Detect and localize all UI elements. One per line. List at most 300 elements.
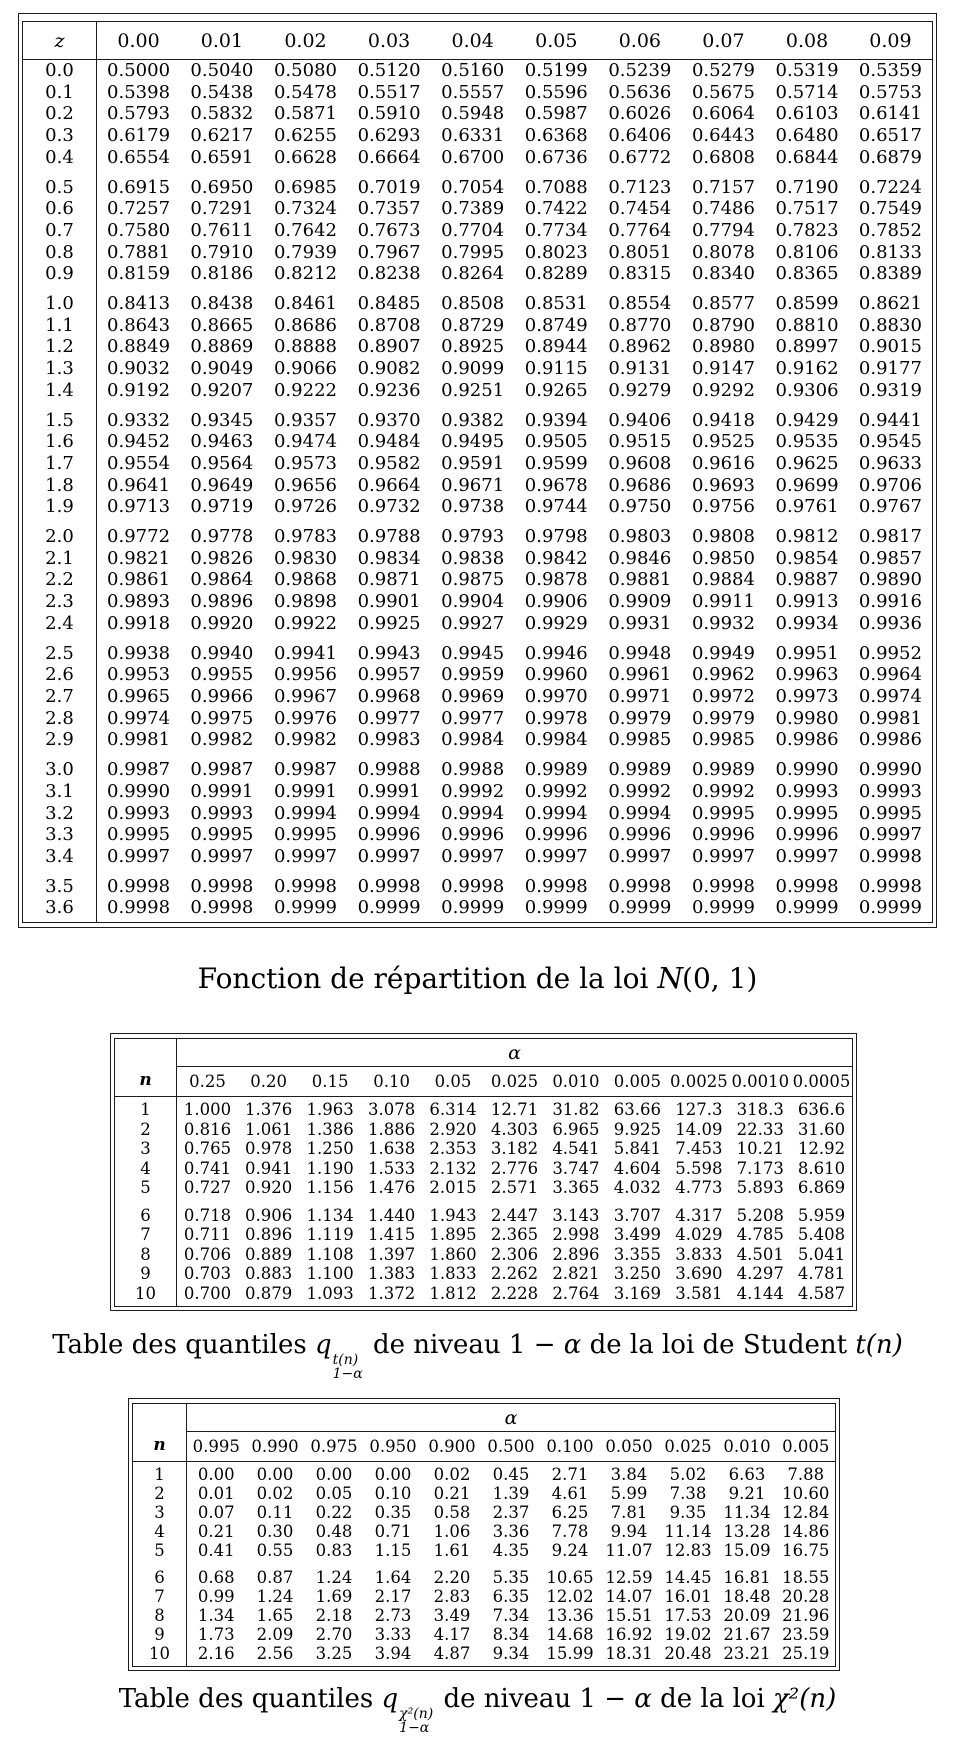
table-cell: 0.920 [245,1178,293,1197]
table-cell: 0.58 [433,1503,471,1522]
col-header: 0.10 [361,1067,422,1097]
table-cell: 0.9656 [273,474,337,496]
table-cell: 0.00 [374,1465,412,1484]
table-cell: 1.533 [367,1158,416,1178]
table-cell: 3.747 [552,1158,600,1178]
table-row [23,708,933,730]
table-cell: 2.998 [552,1225,600,1244]
q-superscript: χ²(n) [399,1706,434,1722]
table-cell: 0.05 [315,1484,353,1503]
row-label: 4 [115,1159,177,1179]
table-cell: 0.9980 [775,707,839,729]
header-row [115,1067,853,1097]
table-cell: 0.8023 [524,241,588,263]
col-header: 0.0025 [668,1067,729,1097]
table-cell: 13.28 [723,1522,771,1541]
table-cell: 3.078 [367,1100,416,1119]
table-cell: 0.9798 [524,526,588,548]
caption-text: Fonction de répartition de la loi [197,962,658,995]
row-label: 3 [115,1139,177,1159]
table-cell: 0.9979 [608,707,672,729]
row-label: 2.0 [23,518,97,548]
table-cell: 2.56 [256,1644,294,1663]
table-cell: 5.02 [669,1465,707,1484]
table-cell: 18.48 [723,1587,771,1606]
table-cell: 0.9772 [107,526,171,548]
table-cell: 318.3 [736,1100,784,1119]
table-cell: 0.7764 [608,219,672,241]
table-row [23,803,933,825]
table-cell: 0.9744 [524,496,588,518]
table-cell: 5.99 [610,1484,648,1503]
table-row [23,358,933,380]
table-cell: 0.7224 [858,176,922,198]
table-cell: 0.9783 [273,526,337,548]
table-cell: 21.96 [782,1606,830,1625]
table-cell: 0.9913 [775,591,839,613]
table-cell: 0.9418 [691,409,755,431]
table-cell: 1.108 [306,1244,354,1264]
col-header: 0.0005 [791,1067,852,1097]
table-row [23,846,933,868]
table-cell: 0.9998 [357,875,421,897]
table-cell: 0.9904 [441,591,505,613]
table-row [23,147,933,169]
table-cell: 0.5239 [608,60,672,81]
row-label: 7 [133,1587,187,1606]
table-cell: 0.9890 [858,569,922,591]
table-cell: 0.9573 [273,452,337,474]
table-cell: 7.78 [551,1522,589,1541]
table-row [23,380,933,402]
table-cell: 0.6915 [107,176,171,198]
table-cell: 0.6808 [691,146,755,168]
table-cell: 0.9678 [524,474,588,496]
table-cell: 4.35 [492,1541,530,1560]
table-cell: 1.440 [367,1205,416,1225]
table-cell: 0.9616 [691,452,755,474]
table-cell: 0.9981 [858,707,922,729]
table-cell: 0.7157 [691,176,755,198]
table-row [115,1139,853,1159]
table-cell: 0.8770 [608,314,672,336]
table-cell: 0.9990 [775,759,839,781]
table-cell: 0.9999 [357,897,421,919]
table-cell: 9.24 [551,1541,589,1560]
table-cell: 0.9979 [691,707,755,729]
row-label: 0.8 [23,242,97,264]
row-label: 1.6 [23,431,97,453]
table-cell: 0.9370 [357,409,421,431]
table-cell: 2.132 [429,1158,477,1178]
table-cell: 0.9981 [107,729,171,751]
table-cell: 17.53 [664,1606,712,1625]
table-cell: 2.920 [429,1119,477,1139]
table-cell: 0.9994 [357,802,421,824]
table-cell: 0.9967 [273,685,337,707]
row-label: 2.6 [23,664,97,686]
table-row [23,897,933,922]
table-cell: 1.65 [256,1606,294,1625]
table-cell: 0.9998 [190,875,254,897]
table-cell: 1.100 [306,1264,354,1283]
table-cell: 8.610 [797,1158,846,1178]
table-cell: 0.9987 [107,759,171,781]
row-label: 6 [115,1198,177,1226]
table-row [23,60,933,82]
table-cell: 0.9987 [190,759,254,781]
table-row [23,103,933,125]
table-cell: 0.9988 [441,759,505,781]
table-cell: 3.690 [675,1264,723,1283]
table-cell: 0.9999 [608,897,672,919]
table-cell: 0.9750 [608,496,672,518]
table-cell: 1.34 [197,1606,235,1625]
table-cell: 0.9719 [190,496,254,518]
table-cell: 0.9306 [775,379,839,401]
table-cell: 19.02 [664,1625,712,1644]
table-cell: 14.68 [546,1625,594,1644]
table-cell: 0.6443 [691,125,755,147]
row-label: 2.8 [23,708,97,730]
table-cell: 0.9932 [691,612,755,634]
table-cell: 12.83 [664,1541,712,1560]
table-cell: 0.9049 [190,358,254,380]
table-cell: 0.9761 [775,496,839,518]
row-label: 0.2 [23,103,97,125]
q-subscript: 1−α [332,1366,363,1382]
table-cell: 0.8078 [691,241,755,263]
table-row [23,242,933,264]
table-row [23,315,933,337]
col-header: 0.100 [541,1432,600,1462]
row-label: 2.3 [23,591,97,613]
table-row [133,1644,836,1667]
table-cell: 0.5871 [273,103,337,125]
caption-text: de la loi [651,1684,774,1714]
student-table-body [115,1097,853,1307]
table-cell: 0.9591 [441,452,505,474]
table-cell: 0.6844 [775,146,839,168]
alpha-symbol: α [563,1330,582,1360]
table-cell: 0.7517 [775,198,839,220]
table-cell: 1.093 [306,1283,354,1303]
table-cell: 0.7088 [524,176,588,198]
table-cell: 1.061 [245,1119,293,1139]
table-cell: 0.9608 [608,452,672,474]
q-subscript: 1−α [399,1720,430,1736]
table-cell: 2.20 [433,1568,471,1587]
table-cell: 0.8810 [775,314,839,336]
table-row [115,1198,853,1226]
row-label: 0.9 [23,263,97,285]
row-label: 1.9 [23,496,97,518]
table-cell: 0.5438 [190,81,254,103]
table-row [115,1178,853,1198]
q-scripts [399,1707,433,1735]
table-cell: 0.9990 [858,759,922,781]
table-cell: 14.09 [675,1119,723,1139]
table-cell: 0.11 [256,1503,294,1522]
table-cell: 21.67 [723,1625,771,1644]
table-cell: 0.9998 [608,875,672,897]
table-cell: 4.87 [433,1644,471,1663]
table-cell: 0.7881 [107,241,171,263]
table-cell: 0.5000 [107,60,171,81]
table-cell: 4.587 [797,1283,846,1303]
table-cell: 0.9964 [858,664,922,686]
table-cell: 0.9265 [524,379,588,401]
table-cell: 0.741 [183,1158,232,1178]
table-cell: 0.5793 [107,103,171,125]
table-cell: 0.9484 [357,431,421,453]
table-cell: 0.45 [492,1465,530,1484]
table-cell: 0.9394 [524,409,588,431]
table-cell: 7.173 [736,1158,784,1178]
table-cell: 0.8340 [691,263,755,285]
table-cell: 0.7123 [608,176,672,198]
table-cell: 0.71 [374,1522,412,1541]
table-row [133,1587,836,1606]
row-label: 10 [133,1644,187,1667]
row-label: 1.5 [23,402,97,432]
table-cell: 0.7673 [357,219,421,241]
table-cell: 4.61 [551,1484,589,1503]
row-label: 2.2 [23,569,97,591]
table-cell: 0.9940 [190,642,254,664]
table-cell: 0.9927 [441,612,505,634]
table-cell: 0.9999 [775,897,839,919]
table-cell: 0.9998 [107,897,171,919]
table-cell: 0.7454 [608,198,672,220]
table-cell: 0.9649 [190,474,254,496]
student-table-caption [0,1330,955,1381]
table-cell: 9.35 [669,1503,707,1522]
table-cell: 0.9955 [190,664,254,686]
table-cell: 3.581 [675,1283,723,1303]
table-cell: 0.9713 [107,496,171,518]
col-header: 0.900 [423,1432,482,1462]
table-cell: 0.9857 [858,547,922,569]
table-cell: 0.9997 [441,845,505,867]
table-cell: 0.9015 [858,336,922,358]
table-cell: 0.68 [197,1568,235,1587]
table-cell: 2.896 [552,1244,600,1264]
table-cell: 0.7291 [190,198,254,220]
row-label: 9 [133,1625,187,1644]
table-cell: 0.9961 [608,664,672,686]
table-cell: 0.9633 [858,452,922,474]
table-cell: 0.9756 [691,496,755,518]
table-cell: 0.9099 [441,358,505,380]
table-row [23,868,933,898]
normal-table-caption [0,961,955,995]
table-cell: 0.9896 [190,591,254,613]
table-cell: 0.6664 [357,146,421,168]
row-label: 5 [133,1541,187,1560]
table-cell: 16.01 [664,1587,712,1606]
row-label: 2.1 [23,548,97,570]
table-cell: 0.6736 [524,146,588,168]
col-header: 0.05 [514,22,598,60]
table-cell: 3.169 [613,1283,662,1303]
table-cell: 0.889 [245,1244,293,1264]
table-cell: 0.9236 [357,379,421,401]
table-cell: 63.66 [613,1100,662,1119]
row-label: 8 [115,1245,177,1265]
table-cell: 0.6103 [775,103,839,125]
table-cell: 0.9998 [858,875,922,897]
table-cell: 0.9817 [858,526,922,548]
col-header: 0.09 [849,22,933,60]
table-cell: 0.941 [245,1158,293,1178]
table-cell: 0.9664 [357,474,421,496]
table-cell: 2.83 [433,1587,471,1606]
table-cell: 0.7580 [107,219,171,241]
col-header: 0.995 [187,1432,246,1462]
q-scripts [333,1353,363,1381]
table-cell: 0.9960 [524,664,588,686]
table-cell: 0.9993 [107,802,171,824]
table-cell: 0.6217 [190,125,254,147]
table-cell: 0.9993 [858,780,922,802]
table-row [115,1284,853,1307]
table-cell: 0.9998 [273,875,337,897]
table-cell: 0.8997 [775,336,839,358]
col-header: 0.02 [264,22,348,60]
table-cell: 0.9982 [273,729,337,751]
chi2-quantile-table-frame [128,1398,840,1671]
normal-cdf-table-body [23,60,933,923]
table-cell: 0.9986 [858,729,922,751]
table-cell: 0.55 [256,1541,294,1560]
table-cell: 0.9162 [775,358,839,380]
table-cell: 23.21 [723,1644,771,1663]
table-cell: 0.703 [183,1264,232,1283]
table-cell: 0.8554 [608,293,672,315]
q-symbol: q [314,1330,332,1360]
row-label: 2.9 [23,729,97,751]
table-cell: 7.34 [492,1606,530,1625]
table-cell: 0.9279 [608,379,672,401]
row-label: 7 [115,1225,177,1245]
caption-text: de la loi de Student [581,1330,856,1360]
table-row [23,336,933,358]
table-cell: 0.9956 [273,664,337,686]
table-cell: 0.6141 [858,103,922,125]
table-cell: 3.84 [610,1465,648,1484]
table-cell: 0.5120 [357,60,421,81]
table-cell: 0.9945 [441,642,505,664]
table-cell: 0.5910 [357,103,421,125]
table-cell: 0.8413 [107,293,171,315]
table-cell: 0.9998 [691,875,755,897]
table-cell: 0.9994 [608,802,672,824]
table-cell: 3.94 [374,1644,412,1663]
table-cell: 0.9854 [775,547,839,569]
n-label: n [133,1404,187,1462]
table-cell: 0.9995 [107,824,171,846]
table-cell: 0.9994 [441,802,505,824]
caption-text: Table des quantiles [52,1330,315,1360]
table-cell: 0.9429 [775,409,839,431]
table-cell: 23.59 [782,1625,830,1644]
table-cell: 1.190 [306,1158,354,1178]
table-cell: 1.372 [367,1283,416,1303]
table-cell: 0.6554 [107,146,171,168]
caption-text: de niveau 1 − [364,1330,564,1360]
table-cell: 5.841 [613,1139,662,1158]
table-cell: 0.9965 [107,685,171,707]
table-cell: 0.9941 [273,642,337,664]
table-cell: 0.9868 [273,569,337,591]
table-cell: 0.9192 [107,379,171,401]
table-cell: 2.571 [490,1178,539,1197]
table-cell: 15.99 [546,1644,594,1663]
table-cell: 0.9951 [775,642,839,664]
table-cell: 0.978 [245,1139,293,1158]
table-cell: 2.16 [197,1644,235,1663]
table-cell: 0.5714 [775,81,839,103]
table-cell: 3.33 [374,1625,412,1644]
table-cell: 0.9292 [691,379,755,401]
table-cell: 7.453 [675,1139,723,1158]
table-cell: 14.86 [782,1522,830,1541]
table-cell: 0.6368 [524,125,588,147]
col-header: 0.975 [305,1432,364,1462]
table-cell: 0.9115 [524,358,588,380]
row-label: 3.6 [23,897,97,922]
col-header: 0.05 [422,1067,483,1097]
table-cell: 0.7611 [190,219,254,241]
table-cell: 0.9996 [775,824,839,846]
table-cell: 4.773 [675,1178,723,1197]
row-label: 0.7 [23,220,97,242]
table-cell: 0.9996 [608,824,672,846]
table-cell: 0.9834 [357,547,421,569]
table-cell: 0.9788 [357,526,421,548]
table-row [23,664,933,686]
table-row [23,686,933,708]
table-cell: 2.17 [374,1587,412,1606]
col-header: 0.25 [177,1067,238,1097]
table-row [133,1606,836,1625]
row-label: 3 [133,1503,187,1522]
table-cell: 0.07 [197,1503,235,1522]
table-cell: 127.3 [675,1100,723,1119]
row-label: 5 [115,1178,177,1198]
table-cell: 0.7549 [858,198,922,220]
table-cell: 0.9554 [107,452,171,474]
table-cell: 0.9793 [441,526,505,548]
table-cell: 0.99 [197,1587,235,1606]
table-cell: 16.75 [782,1541,830,1560]
table-cell: 2.821 [552,1264,600,1283]
caption-args: (0, 1) [682,962,758,995]
table-row [23,591,933,613]
table-cell: 0.6985 [273,176,337,198]
table-cell: 4.604 [613,1158,662,1178]
table-cell: 0.9406 [608,409,672,431]
col-header: 0.500 [482,1432,541,1462]
table-cell: 1.73 [197,1625,235,1644]
table-cell: 0.5596 [524,81,588,103]
table-cell: 0.906 [245,1205,293,1225]
row-label: 9 [115,1264,177,1284]
table-cell: 0.9986 [775,729,839,751]
table-cell: 0.5478 [273,81,337,103]
table-cell: 1.895 [429,1225,477,1244]
